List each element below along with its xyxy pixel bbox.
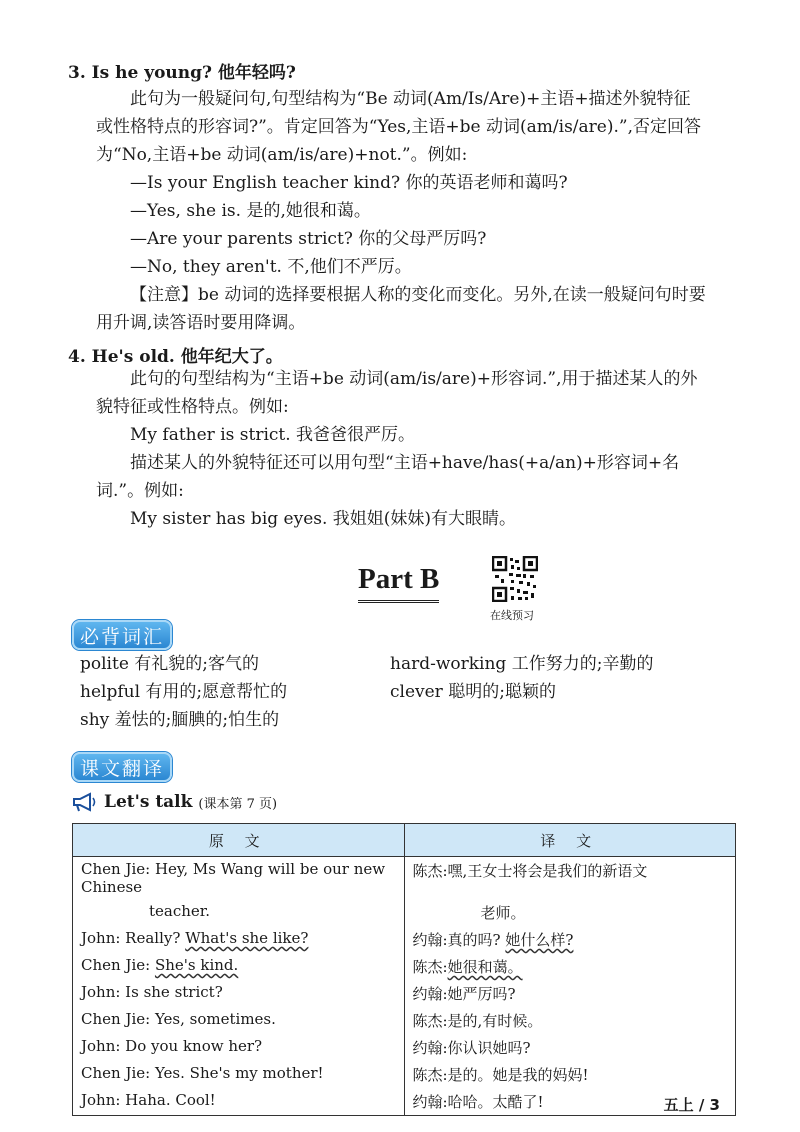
vocab-tag: 必背词汇 (72, 620, 172, 650)
column-header-original: 原 文 (73, 824, 405, 857)
example-line: —Is your English teacher kind? 你的英语老师和蔼吗? (130, 173, 568, 193)
page-number: 五上 / 3 (663, 1096, 720, 1114)
cell-text: 陈杰:是的,有时候。 (412, 1012, 543, 1030)
megaphone-icon (72, 792, 98, 812)
cell-text: John: Really? (81, 929, 186, 947)
table-row (73, 1088, 736, 1116)
note-line: 【注意】be 动词的选择要根据人称的变化而变化。另外,在读一般疑问句时要 (130, 285, 706, 305)
original-cell (73, 1061, 405, 1088)
qr-code-icon[interactable] (492, 556, 538, 602)
original-cell (73, 1088, 405, 1116)
cell-text: 约翰:她严厉吗? (412, 985, 516, 1003)
section-3-line: 或性格特点的形容词?”。肯定回答为“Yes,主语+be 动词(am/is/are).”,否定回答 (96, 117, 701, 137)
highlighted-phrase: 她什么样? (505, 931, 574, 949)
cell-text: 约翰:你认识她吗? (412, 1039, 531, 1057)
cell-text: Chen Jie: Yes, sometimes. (81, 1010, 276, 1028)
translation-cell (404, 1034, 736, 1061)
highlighted-phrase: 她很和蔼。 (447, 958, 523, 976)
cell-text: 陈杰:嘿,王女士将会是我们的新语文 (412, 862, 648, 880)
cell-text: 陈杰: (412, 958, 448, 976)
original-cell (73, 857, 405, 900)
table-row (73, 899, 736, 926)
cell-text: John: Is she strict? (81, 983, 223, 1001)
original-cell (73, 1007, 405, 1034)
vocab-item: clever 聪明的;聪颖的 (390, 682, 556, 702)
translation-cell (404, 899, 736, 926)
highlighted-phrase: What's she like? (185, 929, 309, 947)
translation-cell (404, 953, 736, 980)
example-line: My father is strict. 我爸爸很严厉。 (130, 425, 416, 445)
note-line: 用升调,读答语时要用降调。 (96, 313, 306, 333)
original-cell (73, 980, 405, 1007)
table-row (73, 1034, 736, 1061)
cell-text: 老师。 (480, 904, 526, 922)
part-title: Part B (358, 563, 439, 603)
table-row (73, 926, 736, 953)
qr-label: 在线预习 (490, 609, 534, 622)
translation-cell (404, 1007, 736, 1034)
example-line: —Are your parents strict? 你的父母严厉吗? (130, 229, 487, 249)
vocab-item: helpful 有用的;愿意帮忙的 (80, 682, 288, 702)
translation-tag: 课文翻译 (72, 752, 172, 782)
column-header-translation: 译 文 (404, 824, 736, 857)
table-row (73, 980, 736, 1007)
table-row (73, 857, 736, 900)
section-4-line: 此句的句型结构为“主语+be 动词(am/is/are)+形容词.”,用于描述某人的外 (130, 369, 698, 389)
cell-text: 约翰:哈哈。太酷了! (412, 1093, 544, 1111)
cell-text: 陈杰:是的。她是我的妈妈! (412, 1066, 589, 1084)
example-line: —No, they aren't. 不,他们不严厉。 (130, 257, 412, 277)
highlighted-phrase: She's kind. (154, 956, 239, 974)
vocab-item: shy 羞怯的;腼腆的;怕生的 (80, 710, 280, 730)
talk-title: Let's talk (104, 792, 193, 812)
translation-cell (404, 980, 736, 1007)
section-3-heading: 3. Is he young? 他年轻吗? (68, 63, 296, 83)
cell-text: 约翰:真的吗? (412, 931, 506, 949)
section-4-heading: 4. He's old. 他年纪大了。 (68, 347, 283, 367)
example-line: —Yes, she is. 是的,她很和蔼。 (130, 201, 371, 221)
talk-heading (72, 792, 277, 812)
cell-text: John: Haha. Cool! (81, 1091, 216, 1109)
cell-text: teacher. (149, 902, 211, 920)
cell-text: Chen Jie: (81, 956, 155, 974)
table-row (73, 1007, 736, 1034)
cell-text: Chen Jie: Hey, Ms Wang will be our new Chinese (81, 860, 386, 896)
example-line: My sister has big eyes. 我姐姐(妹妹)有大眼睛。 (130, 509, 517, 529)
section-4-line: 描述某人的外貌特征还可以用句型“主语+have/has(+a/an)+形容词+名 (130, 453, 680, 473)
section-4-line: 词.”。例如: (96, 481, 184, 501)
translation-cell (404, 926, 736, 953)
original-cell (73, 899, 405, 926)
original-cell (73, 1034, 405, 1061)
talk-subtitle: (课本第 7 页) (198, 796, 278, 812)
table-row (73, 1061, 736, 1088)
vocab-item: polite 有礼貌的;客气的 (80, 654, 260, 674)
vocab-item: hard-working 工作努力的;辛勤的 (390, 654, 654, 674)
translation-table (72, 823, 736, 1116)
section-4-line: 貌特征或性格特点。例如: (96, 397, 289, 417)
original-cell (73, 926, 405, 953)
original-cell (73, 953, 405, 980)
table-row (73, 953, 736, 980)
translation-cell (404, 857, 736, 900)
section-3-line: 为“No,主语+be 动词(am/is/are)+not.”。例如: (96, 145, 468, 165)
cell-text: Chen Jie: Yes. She's my mother! (81, 1064, 324, 1082)
section-3-line: 此句为一般疑问句,句型结构为“Be 动词(Am/Is/Are)+主语+描述外貌特征 (130, 89, 691, 109)
translation-cell (404, 1061, 736, 1088)
cell-text: John: Do you know her? (81, 1037, 263, 1055)
